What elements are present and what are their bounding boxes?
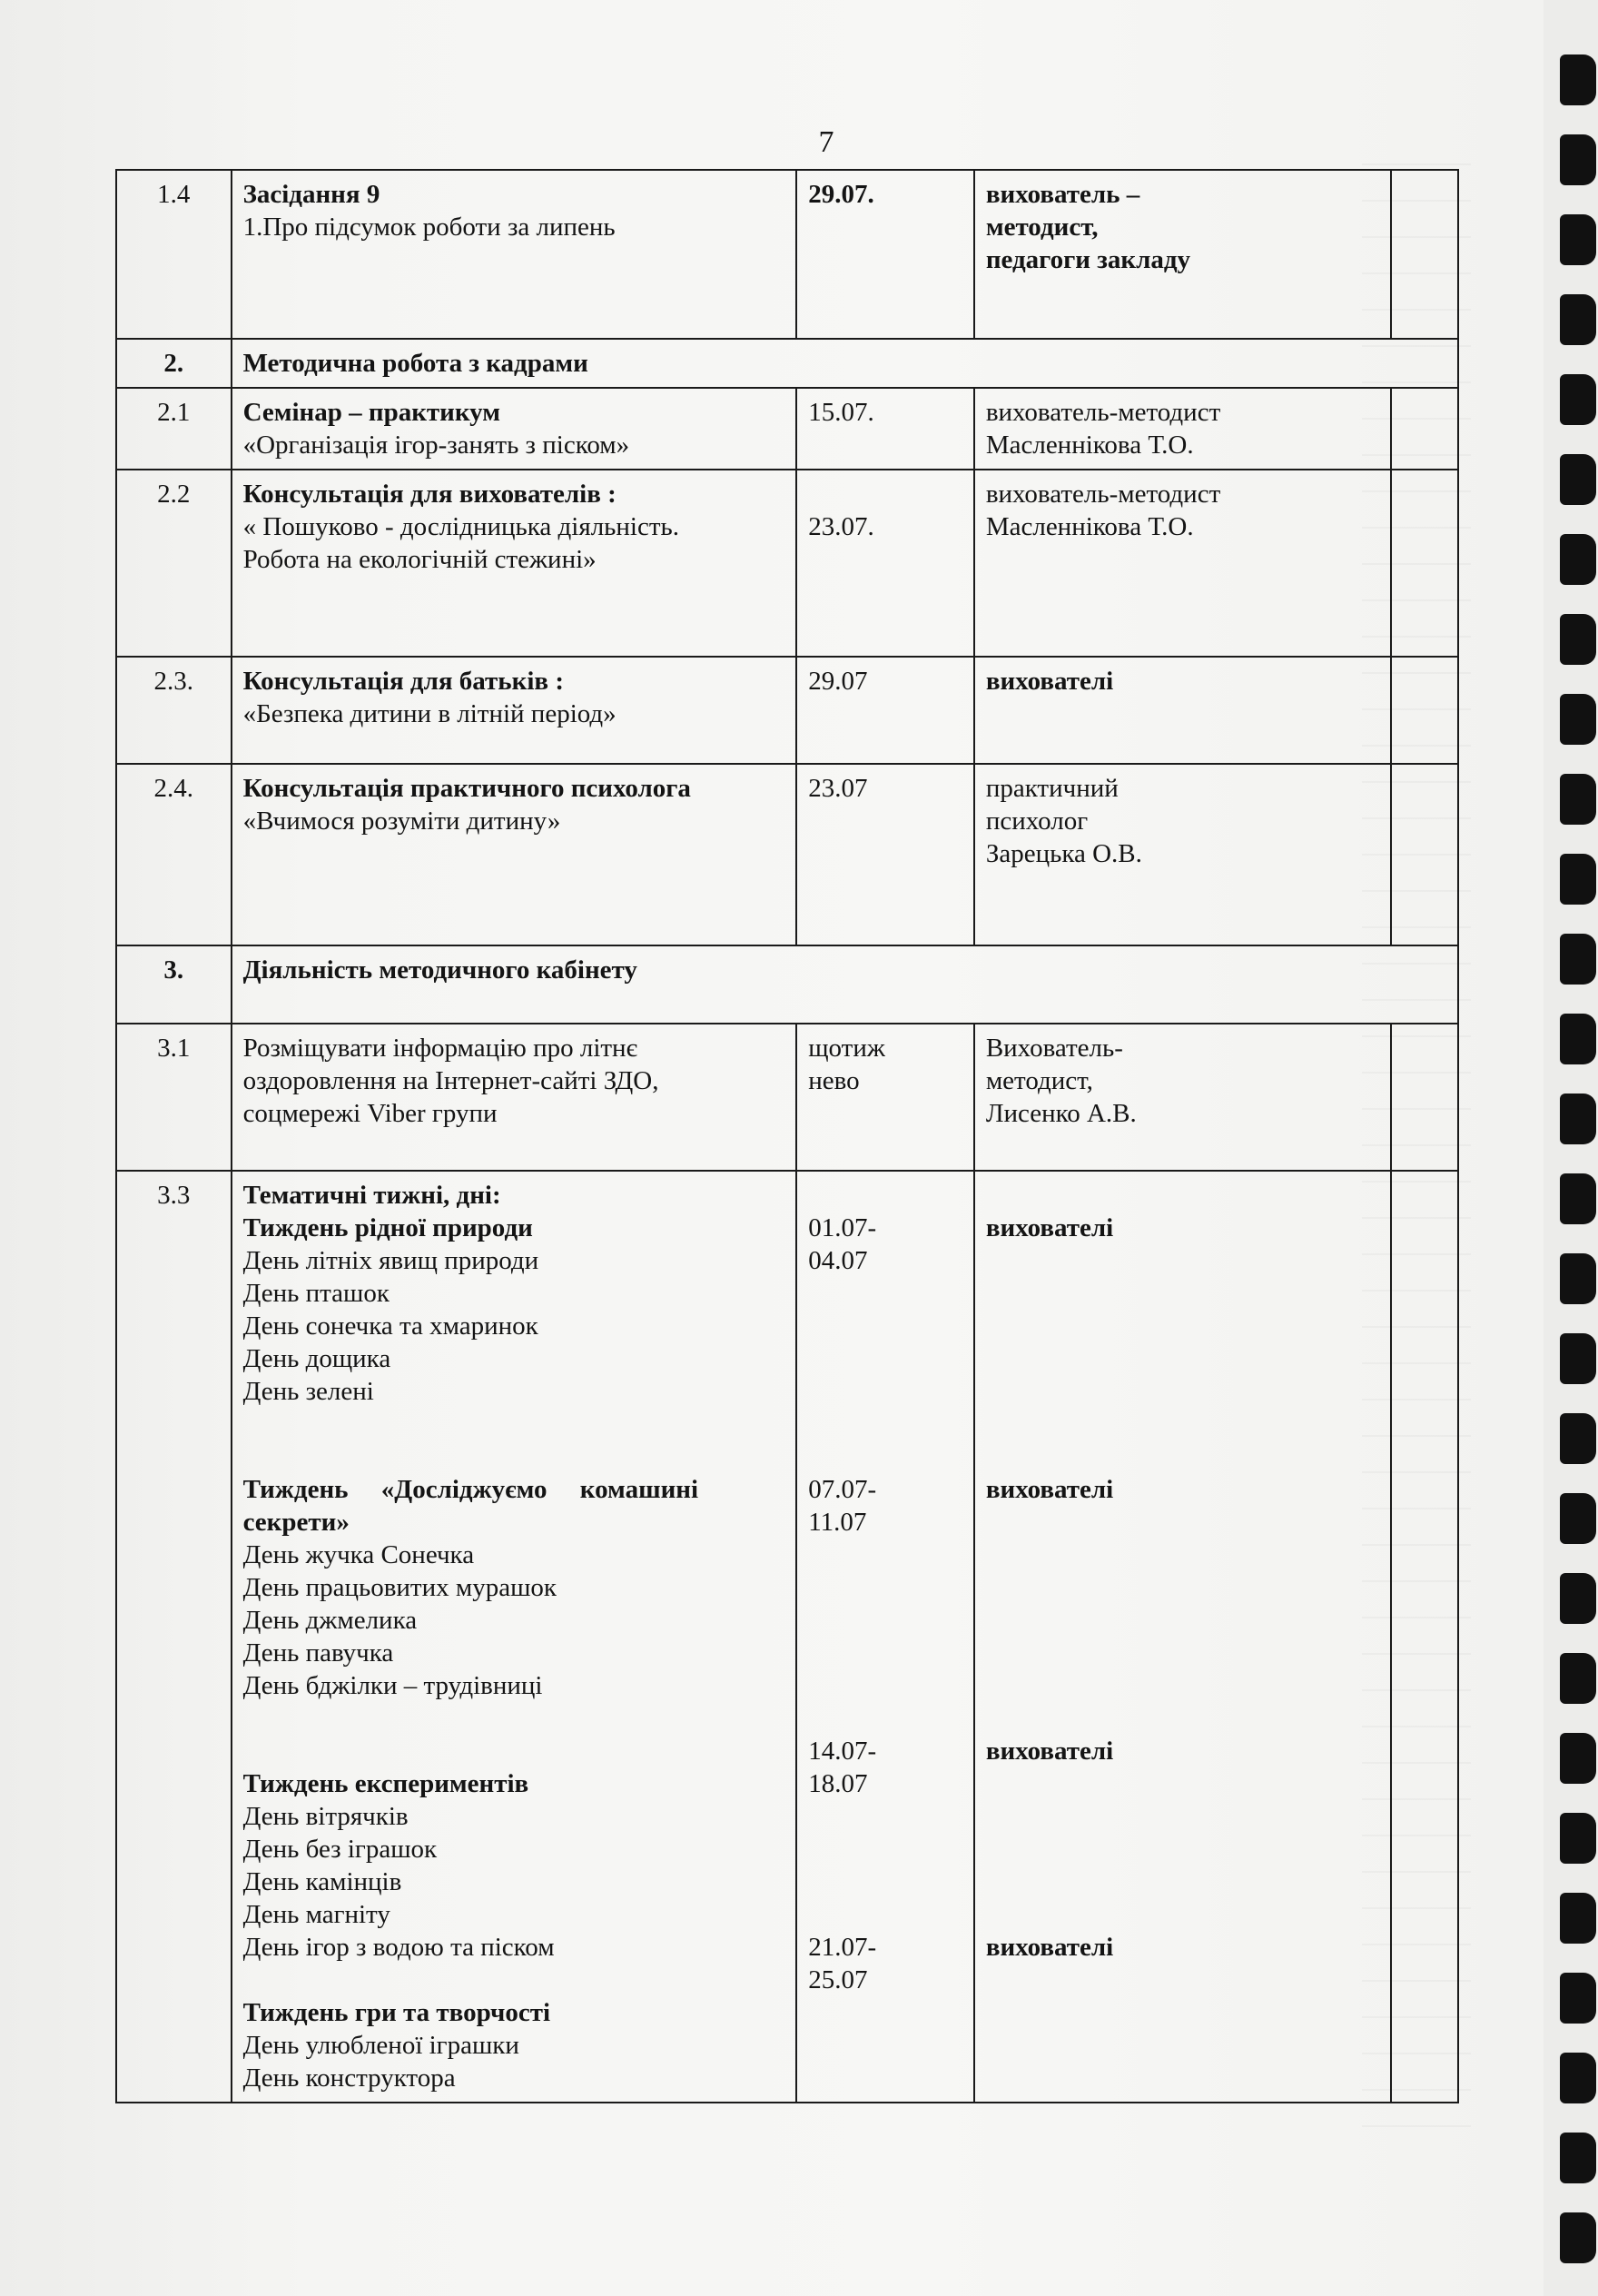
activity-line: «Організація ігор-занять з піском» bbox=[242, 430, 630, 460]
section-number: 3. bbox=[116, 945, 232, 1024]
term-line: щотиж bbox=[808, 1034, 885, 1063]
day-item: День джмелика bbox=[242, 1606, 418, 1635]
responsible-cell bbox=[974, 1171, 1391, 2103]
responsible-line: вихователь-методист bbox=[985, 398, 1221, 427]
row-number: 3.1 bbox=[116, 1024, 232, 1171]
binding-coil bbox=[1560, 54, 1596, 105]
section-title: Методична робота з кадрами bbox=[232, 339, 1458, 388]
row-number: 1.4 bbox=[116, 170, 232, 339]
binding-coil bbox=[1560, 1973, 1596, 2024]
term-cell: 23.07 bbox=[796, 764, 974, 945]
table-row bbox=[116, 764, 1458, 945]
binding-coil bbox=[1560, 1573, 1596, 1624]
activity-cell bbox=[232, 764, 797, 945]
term-line: 21.07- bbox=[808, 1933, 877, 1962]
activity-line: 1.Про підсумок роботи за липень bbox=[242, 213, 616, 242]
binding-coil bbox=[1560, 374, 1596, 425]
row-number: 2.2 bbox=[116, 470, 232, 657]
responsible-line: вихователі bbox=[985, 1737, 1114, 1766]
binding-coil bbox=[1560, 1333, 1596, 1384]
activity-line: соцмережі Viber групи bbox=[242, 1099, 498, 1128]
responsible-line: вихователь-методист bbox=[985, 480, 1221, 509]
day-item: День павучка bbox=[242, 1638, 394, 1668]
term-cell bbox=[796, 1171, 974, 2103]
binding-coil bbox=[1560, 614, 1596, 665]
binding-coil bbox=[1560, 1173, 1596, 1224]
work-plan-table bbox=[115, 169, 1459, 2103]
term-line: 04.07 bbox=[808, 1246, 868, 1275]
binding-coil bbox=[1560, 454, 1596, 505]
week-title: Тиждень гри та творчості bbox=[242, 1998, 551, 2027]
day-item: День конструктора bbox=[242, 2063, 456, 2093]
day-item: День без іграшок bbox=[242, 1835, 438, 1864]
activity-cell bbox=[232, 657, 797, 764]
page-number: 7 bbox=[818, 125, 834, 159]
term-cell: 29.07 bbox=[796, 657, 974, 764]
note-cell bbox=[1391, 1024, 1458, 1171]
responsible-cell bbox=[974, 470, 1391, 657]
day-item: День сонечка та хмаринок bbox=[242, 1311, 538, 1341]
activity-line: «Безпека дитини в літній період» bbox=[242, 699, 617, 728]
binding-coil bbox=[1560, 134, 1596, 185]
activity-title: Семінар – практикум bbox=[242, 398, 501, 427]
term-line: 01.07- bbox=[808, 1213, 877, 1242]
binding-coil bbox=[1560, 1413, 1596, 1464]
activity-cell bbox=[232, 388, 797, 470]
responsible-line: практичний bbox=[985, 774, 1119, 803]
responsible-line: вихователі bbox=[985, 1213, 1114, 1242]
term-line: нево bbox=[808, 1066, 860, 1095]
term-cell: 15.07. bbox=[796, 388, 974, 470]
note-cell bbox=[1391, 170, 1458, 339]
activity-title: Засідання 9 bbox=[242, 180, 380, 209]
week-title: секрети» bbox=[242, 1508, 350, 1537]
day-item: День літніх явищ природи bbox=[242, 1246, 539, 1275]
spiral-binding bbox=[1544, 0, 1598, 2296]
binding-coil bbox=[1560, 2133, 1596, 2183]
responsible-line: Зарецька О.В. bbox=[985, 839, 1142, 868]
section-row bbox=[116, 945, 1458, 1024]
binding-coil bbox=[1560, 694, 1596, 745]
row-number: 2.3. bbox=[116, 657, 232, 764]
activity-line: Розміщувати інформацію про літнє bbox=[242, 1034, 638, 1063]
table-row bbox=[116, 657, 1458, 764]
table-row bbox=[116, 1024, 1458, 1171]
day-item: День жучка Сонечка bbox=[242, 1540, 475, 1569]
binding-coil bbox=[1560, 854, 1596, 905]
activity-line: « Пошуково - дослідницька діяльність. bbox=[242, 512, 679, 541]
responsible-line: вихователі bbox=[985, 1933, 1114, 1962]
section-number: 2. bbox=[116, 339, 232, 388]
binding-coil bbox=[1560, 2053, 1596, 2103]
term-cell: 29.07. bbox=[796, 170, 974, 339]
activity-cell bbox=[232, 470, 797, 657]
binding-coil bbox=[1560, 1893, 1596, 1944]
responsible-cell bbox=[974, 764, 1391, 945]
responsible-line: вихователь – bbox=[985, 180, 1140, 209]
binding-coil bbox=[1560, 1733, 1596, 1784]
row-number: 2.1 bbox=[116, 388, 232, 470]
responsible-cell bbox=[974, 388, 1391, 470]
section-row bbox=[116, 339, 1458, 388]
week-title: Тиждень «Досліджуємо комашині bbox=[242, 1475, 699, 1504]
term-line: 18.07 bbox=[808, 1769, 868, 1798]
note-cell bbox=[1391, 1171, 1458, 2103]
activity-cell bbox=[232, 1171, 797, 2103]
responsible-line: педагоги закладу bbox=[985, 245, 1191, 274]
activity-cell bbox=[232, 1024, 797, 1171]
day-item: День бджілки – трудівниці bbox=[242, 1671, 543, 1700]
day-item: День камінців bbox=[242, 1867, 402, 1896]
binding-coil bbox=[1560, 1653, 1596, 1704]
activity-cell bbox=[232, 170, 797, 339]
day-item: День магніту bbox=[242, 1900, 390, 1929]
binding-coil bbox=[1560, 1493, 1596, 1544]
day-item: День працьовитих мурашок bbox=[242, 1573, 557, 1602]
term-line: 14.07- bbox=[808, 1737, 877, 1766]
binding-coil bbox=[1560, 934, 1596, 985]
activity-title: Консультація для батьків : bbox=[242, 667, 564, 696]
term-text: 23.07. bbox=[808, 512, 874, 541]
table-row bbox=[116, 388, 1458, 470]
note-cell bbox=[1391, 657, 1458, 764]
week-title: Тиждень рідної природи bbox=[242, 1213, 533, 1242]
binding-coil bbox=[1560, 774, 1596, 825]
binding-coil bbox=[1560, 1253, 1596, 1304]
binding-coil bbox=[1560, 294, 1596, 345]
term-line: 25.07 bbox=[808, 1965, 868, 1994]
note-cell bbox=[1391, 388, 1458, 470]
responsible-line: методист, bbox=[985, 213, 1099, 242]
term-cell bbox=[796, 1024, 974, 1171]
day-item: День пташок bbox=[242, 1279, 390, 1308]
term-line: 07.07- bbox=[808, 1475, 877, 1504]
note-cell bbox=[1391, 470, 1458, 657]
activity-title: Консультація практичного психолога bbox=[242, 774, 691, 803]
responsible-line: вихователі bbox=[985, 1475, 1114, 1504]
responsible-line: психолог bbox=[985, 807, 1089, 836]
term-cell bbox=[796, 470, 974, 657]
responsible-line: методист, bbox=[985, 1066, 1093, 1095]
term-line: 11.07 bbox=[808, 1508, 867, 1537]
responsible-cell bbox=[974, 170, 1391, 339]
section-title: Діяльність методичного кабінету bbox=[232, 945, 1458, 1024]
day-item: День вітрячків bbox=[242, 1802, 409, 1831]
responsible-cell bbox=[974, 1024, 1391, 1171]
day-item: День зелені bbox=[242, 1377, 374, 1406]
activity-title: Тематичні тижні, дні: bbox=[242, 1181, 501, 1210]
responsible-line: Вихователь- bbox=[985, 1034, 1123, 1063]
responsible-line: Лисенко А.В. bbox=[985, 1099, 1137, 1128]
note-cell bbox=[1391, 764, 1458, 945]
week-title: Тиждень експериментів bbox=[242, 1769, 529, 1798]
activity-line: «Вчимося розуміти дитину» bbox=[242, 807, 561, 836]
binding-coil bbox=[1560, 534, 1596, 585]
binding-coil bbox=[1560, 1014, 1596, 1064]
day-item: День улюбленої іграшки bbox=[242, 2031, 519, 2060]
responsible-cell: вихователі bbox=[974, 657, 1391, 764]
row-number: 3.3 bbox=[116, 1171, 232, 2103]
day-item: День дощика bbox=[242, 1344, 391, 1373]
table-row bbox=[116, 1171, 1458, 2103]
table-row bbox=[116, 470, 1458, 657]
activity-line: оздоровлення на Інтернет-сайті ЗДО, bbox=[242, 1066, 659, 1095]
activity-line: Робота на екологічній стежині» bbox=[242, 545, 597, 574]
responsible-line: Масленнікова Т.О. bbox=[985, 430, 1194, 460]
row-number: 2.4. bbox=[116, 764, 232, 945]
activity-title: Консультація для вихователів : bbox=[242, 480, 617, 509]
table-row bbox=[116, 170, 1458, 339]
binding-coil bbox=[1560, 1813, 1596, 1864]
binding-coil bbox=[1560, 214, 1596, 265]
binding-coil bbox=[1560, 2212, 1596, 2263]
day-item: День ігор з водою та піском bbox=[242, 1933, 555, 1962]
responsible-line: Масленнікова Т.О. bbox=[985, 512, 1194, 541]
binding-coil bbox=[1560, 1094, 1596, 1144]
